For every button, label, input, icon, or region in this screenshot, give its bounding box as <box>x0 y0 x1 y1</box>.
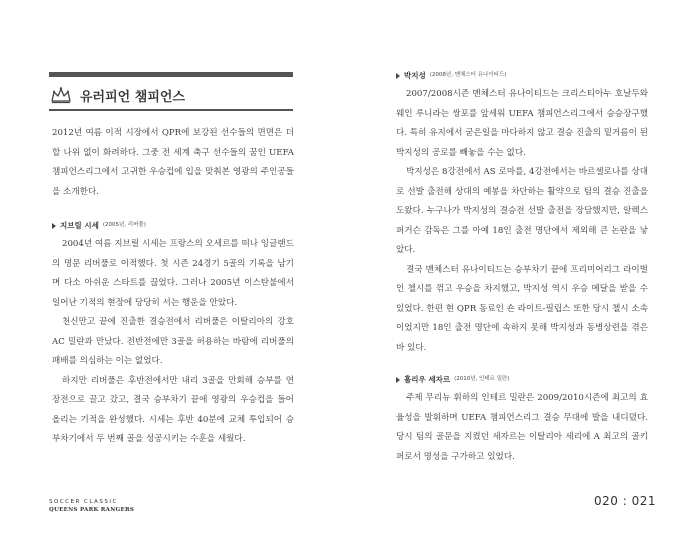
player-heading-cesar <box>396 370 648 389</box>
triangle-bullet-icon <box>396 73 400 79</box>
player-name: 훌리우 세자르 <box>404 375 451 384</box>
paragraph: 2007/2008시즌 맨체스터 유나이티드는 크리스티아누 호날두와 웨인 루니라는 쌍포를 앞세워 UEFA 챔피언스리그에서 승승장구했다. 특히 유지에서 굳은일을 마다하지 않고 결승 진출의 밑거름이 된 박지성의 공로를 빼놓을 수는 없다. <box>396 89 648 158</box>
paragraph: 결국 맨체스터 유나이티드는 승부차기 끝에 프리미어리그 라이벌인 첼시를 꺾고 우승을 차지했고, 박지성 역시 우승 메달을 받을 수 있었다. 한편 현 QPR 동료인 숀 라이트-필립스 또한 당시 첼시 소속이었지만 18인 출전 명단에 속하지 못해 박지성과 동병상련을 겪은 바 있다. <box>396 264 648 353</box>
intro-paragraph: 2012년 여름 이적 시장에서 QPR에 보강된 선수들의 면면은 더할 나위 없이 화려하다. 그중 전 세계 축구 선수들의 꿈인 UEFA 챔피언스리그에서 고귀한 우승컵에 입을 맞춰본 영광의 주인공들을 소개한다. <box>52 128 294 197</box>
player-heading-park <box>396 66 648 85</box>
player-subtitle: (2010년, 인테르 밀란) <box>454 376 510 382</box>
left-column <box>52 124 294 450</box>
section-top-rule <box>49 72 293 77</box>
triangle-bullet-icon <box>396 377 400 383</box>
book-title: QUEENS PARK RANGERS <box>49 507 135 513</box>
player-heading-cisse <box>52 216 294 235</box>
player-name: 박지성 <box>404 71 426 80</box>
paragraph: 주제 무리뉴 휘하의 인테르 밀란은 2009/2010시즌에 최고의 효율성을 발휘하며 UEFA 챔피언스리그 결승 무대에 발을 내디뎠다. 당시 팀의 골문을 지켰던 세자르는 이탈리아 세리에 A 최고의 골키퍼로서 명성을 구가하고 있었다. <box>396 393 648 462</box>
paragraph: 2004년 여름 지브릴 시세는 프랑스의 오세르를 떠나 잉글랜드의 명문 리버풀로 이적했다. 첫 시즌 24경기 5골의 기록을 남기며 다소 아쉬운 스타트를 끊었다. 그러나 2005년 이스탄불에서 일어난 기적의 현장에 당당히 서는 행운을 안았다. <box>52 239 294 308</box>
player-name: 지브릴 시세 <box>60 221 99 230</box>
section-title: 유러피언 챔피언스 <box>80 89 185 105</box>
paragraph: 박지성은 8강전에서 AS 로마를, 4강전에서는 바르셀로나를 상대로 선발 출전해 상대의 예봉을 차단하는 활약으로 팀의 결승 진출을 도왔다. 누구나가 박지성의 결승전 선발 출전을 장담했지만, 알렉스 퍼거슨 감독은 그를 아예 18인 출전 명단에서 제외해 큰 논란을 낳았다. <box>396 167 648 255</box>
crown-icon <box>50 86 72 104</box>
page-numbers: 020 : 021 <box>594 494 656 508</box>
paragraph: 천신만고 끝에 진출한 결승전에서 리버풀은 이탈리아의 강호 AC 밀란과 만났다. 전반전에만 3골을 허용하는 바람에 리버풀의 패배를 의심하는 이는 없었다. <box>52 317 294 366</box>
right-column <box>396 66 648 467</box>
section-header <box>50 84 294 106</box>
triangle-bullet-icon <box>52 223 56 229</box>
player-subtitle: (2005년, 리버풀) <box>102 222 146 228</box>
player-subtitle: (2008년, 맨체스터 유나이티드) <box>429 72 507 78</box>
running-footer <box>49 498 134 514</box>
paragraph: 하지만 리버풀은 후반전에서만 내리 3골을 만회해 승부를 연장전으로 끌고 갔고, 결국 승부차기 끝에 영광의 우승컵을 들어 올리는 기적을 완성했다. 시세는 후반 40분에 교체 투입되어 승부차기에서 두 번째 골을 성공시키는 수훈을 세웠다. <box>52 375 294 444</box>
section-bottom-rule <box>49 109 293 111</box>
series-title: SOCCER CLASSIC <box>49 499 118 505</box>
